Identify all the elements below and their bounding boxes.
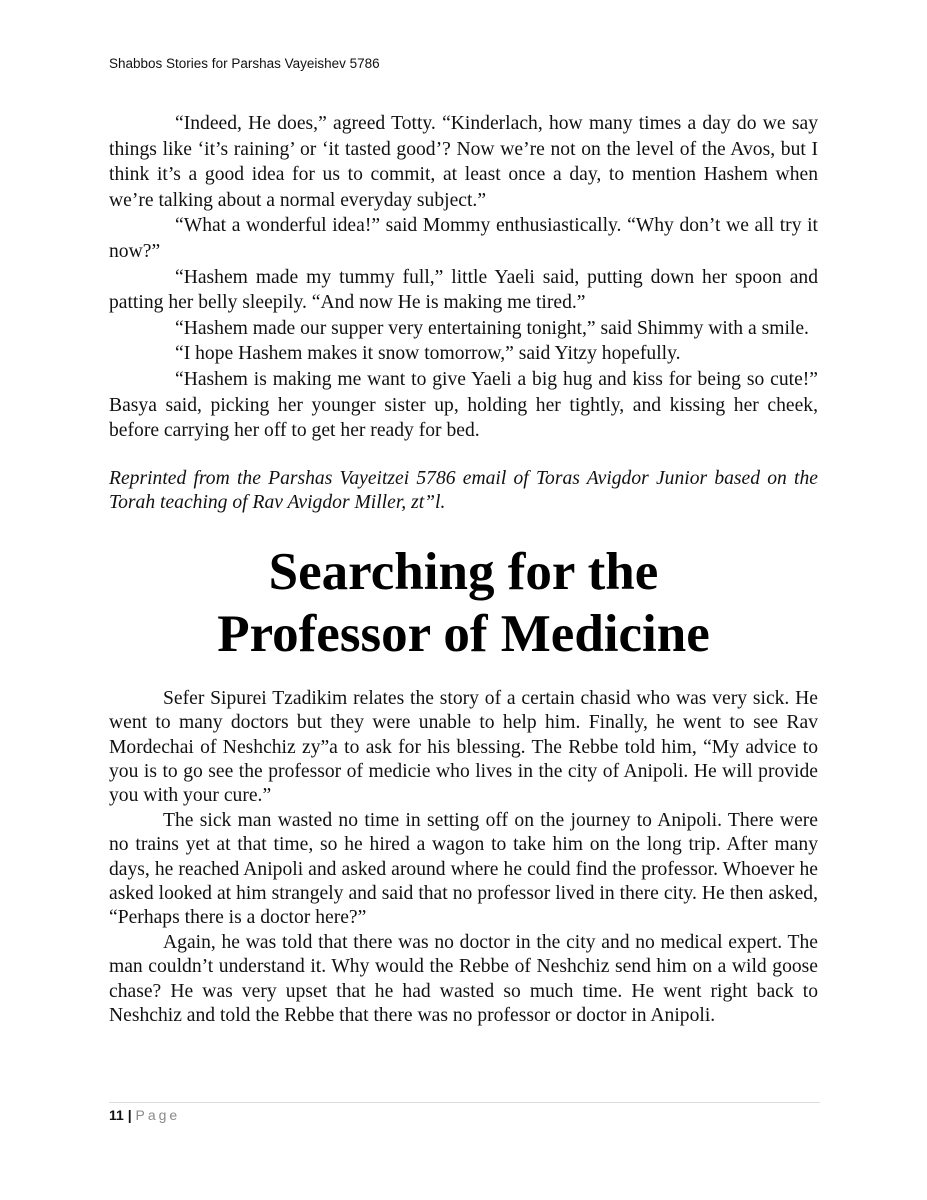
paragraph: “Hashem is making me want to give Yaeli a big hug and kiss for being so cute!” Basya said, picking her younger sister up, holding her tightly, and kissing her cheek, before carrying her off to get her ready for bed. (109, 368, 818, 442)
title-line-1: Searching for the (268, 542, 659, 601)
story-title (109, 541, 818, 665)
story-1 (109, 111, 818, 515)
page-label: Page (135, 1107, 181, 1123)
paragraph: The sick man wasted no time in setting off on the journey to Anipoli. There were no trains yet at that time, so he hired a wagon to take him on the long trip. After many days, he reached Anipoli and asked around where he could find the professor. Whoever he asked looked at him strangely and said that no professor lived in there city. He then asked, “Perhaps there is a doctor here?” (109, 809, 818, 929)
paragraph: “What a wonderful idea!” said Mommy enthusiastically. “Why don’t we all try it now?” (109, 215, 818, 262)
story-2 (109, 687, 818, 1029)
paragraph: “I hope Hashem makes it snow tomorrow,” said Yitzy hopefully. (175, 343, 681, 365)
paragraph: “Hashem made my tummy full,” little Yaeli said, putting down her spoon and patting her belly sleepily. “And now He is making me tired.” (109, 266, 818, 314)
title-line-2: Professor of Medicine (217, 604, 710, 663)
page-footer (109, 1107, 180, 1123)
footer-divider (109, 1102, 820, 1103)
paragraph: Again, he was told that there was no doctor in the city and no medical expert. The man couldn’t understand it. Why would the Rebbe of Neshchiz send him on a wild goose chase? He was very upset that he had wasted so much time. He went right back to Neshchiz and told the Rebbe that there was no professor or doctor in Anipoli. (109, 931, 818, 1026)
page-body (109, 111, 818, 1028)
reprint-credit: Reprinted from the Parshas Vayeitzei 5786 email of Toras Avigdor Junior based on the Torah teaching of Rav Avigdor Miller, zt”l. (109, 467, 818, 513)
footer-separator: | (127, 1107, 132, 1123)
paragraph: Sefer Sipurei Tzadikim relates the story of a certain chasid who was very sick. He went to many doctors but they were unable to help him. Finally, he went to see Rav Mordechai of Neshchiz zy”a to ask for his blessing. The Rebbe told him, “My advice to you is to go see the professor of medicie who lives in the city of Anipoli. He will provide you with your cure.” (109, 687, 818, 807)
paragraph: “Indeed, He does,” agreed Totty. “Kinderlach, how many times a day do we say things like ‘it’s raining’ or ‘it tasted good’? Now we’re not on the level of the Avos, but I think it’s a good idea for us to commit, at least once a day, to mention Hashem when we’re talking about a normal everyday subject.” (109, 113, 818, 211)
page-number: 11 (109, 1107, 124, 1123)
paragraph: “Hashem made our supper very entertaining tonight,” said Shimmy with a smile. (175, 317, 809, 339)
running-header: Shabbos Stories for Parshas Vayeishev 5786 (109, 56, 380, 71)
